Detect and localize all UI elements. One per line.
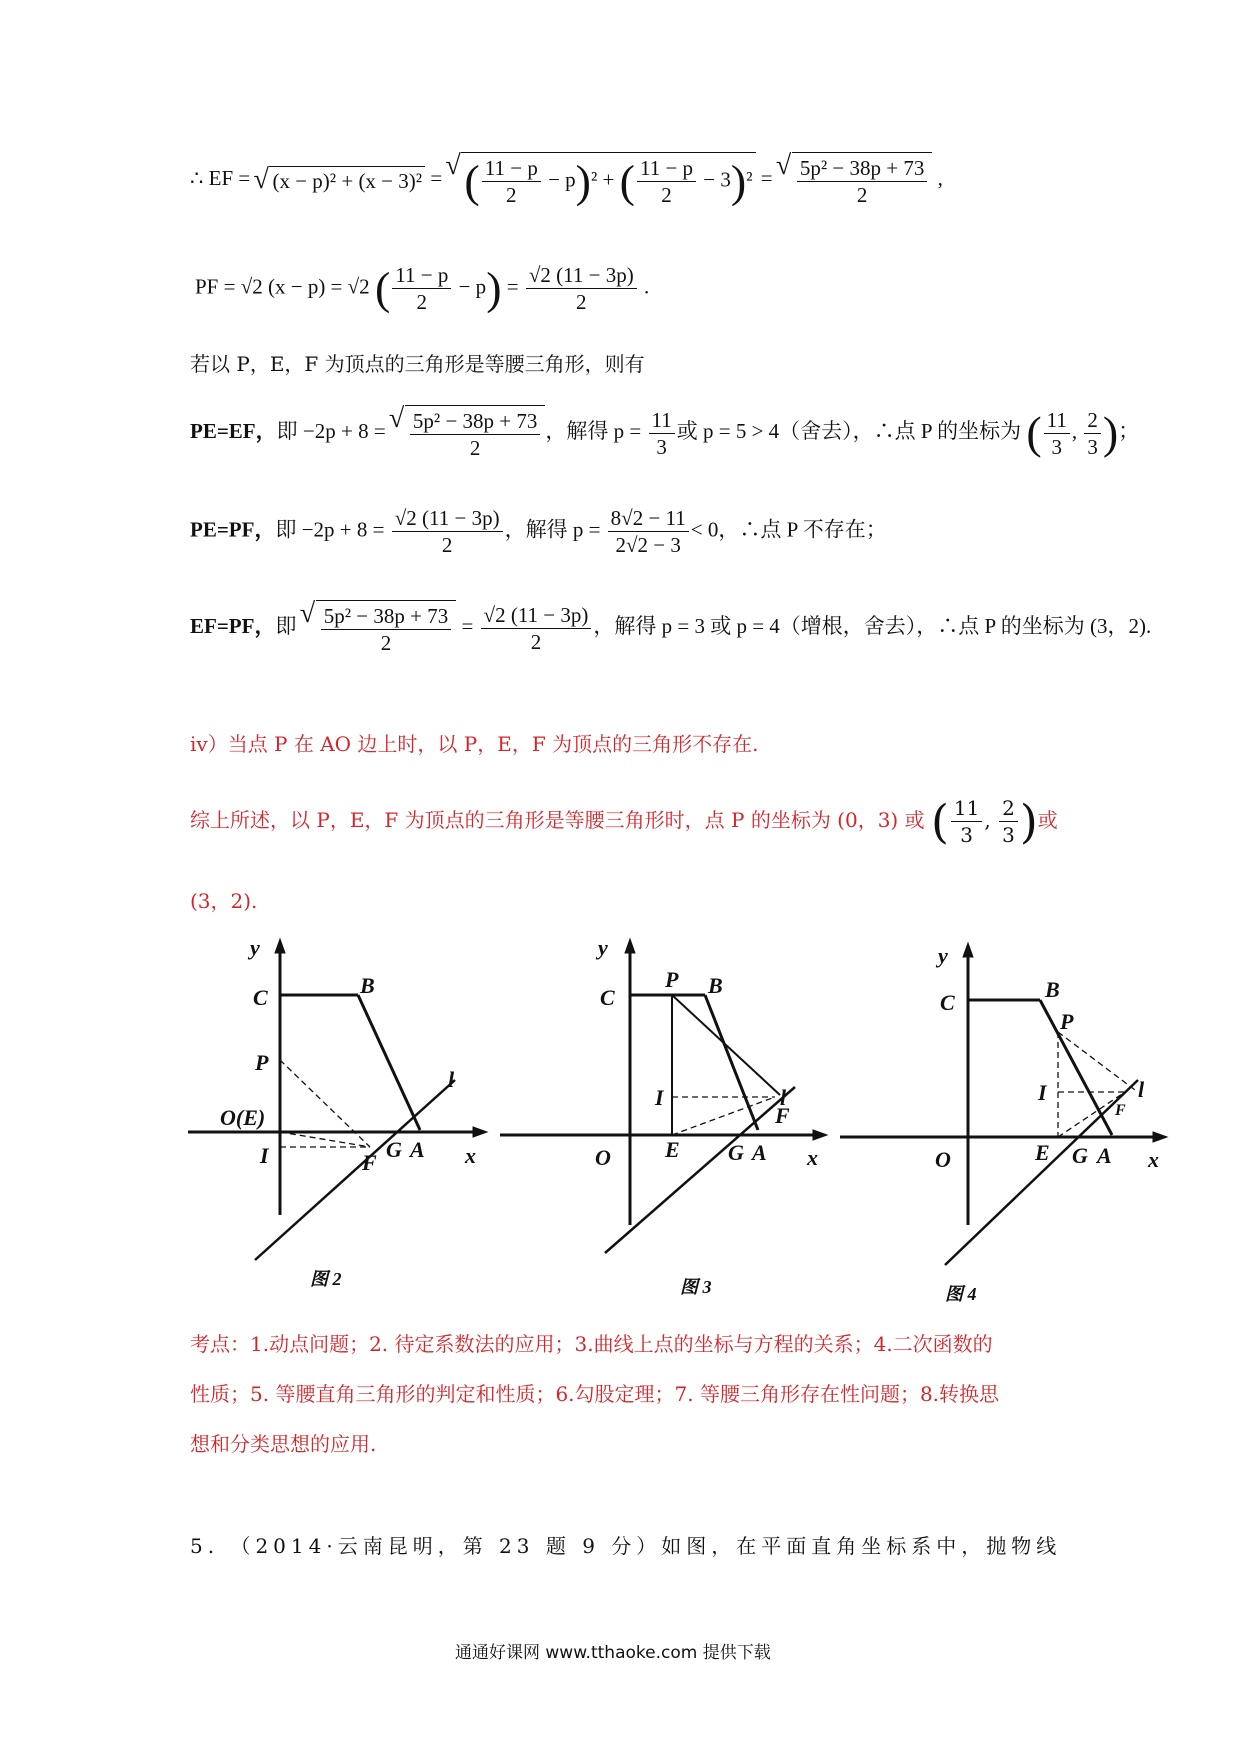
case-pe-ef: PE=EF，即 −2p + 8 = √ $\frac{\text{5p² − 38p + 73}}{2}$ ，解得 p = $\frac{11}{3}$ 或 p = 5 > 4（舍去），∴点 P 的坐标为 ( $\frac{11}{3}$ , $\frac{2}{3}$ )； xyxy=(190,405,1139,461)
fig4-y-label: y xyxy=(938,943,948,968)
kaodian-line-2: 性质；5. 等腰直角三角形的判定和性质；6.勾股定理；7. 等腰三角形存在性问题；8.转换思 xyxy=(190,1382,1000,1406)
figures xyxy=(0,925,1240,1310)
fig2-x-label: x xyxy=(465,1143,476,1168)
ef-equation: ∴ EF = √ (x − p)² + (x − 3)² = √ ( $\frac{11 - p}{2}$ − p)² + ( $\frac{11 - p}{2}$ − 3)² = √ $\frac{\text{5p² − 38p + 73}}{2}$ , xyxy=(190,152,943,208)
figure-2 xyxy=(188,939,487,1260)
fig2-i-label: I xyxy=(260,1143,269,1168)
fig3-p-label: P xyxy=(665,967,679,992)
fig3-l-label: l xyxy=(780,1085,787,1110)
fig3-b-label: B xyxy=(708,973,723,998)
fig3-y-label: y xyxy=(598,935,608,960)
fig2-p-label: P xyxy=(255,1050,269,1075)
case-ef-pf: EF=PF，即 √ $\frac{\text{5p² − 38p + 73}}{2}$ = $\frac{√2 (11 - 3p)}{2}$ ，解得 p = 3 或 p = 4（增根，舍去），∴点 P 的坐标为 (3，2). xyxy=(190,600,1151,656)
fig3-i-label: I xyxy=(655,1085,664,1110)
kaodian-line-3: 想和分类思想的应用. xyxy=(190,1432,377,1456)
fig3-g-label: G xyxy=(728,1140,744,1165)
fig2-oe-label: O(E) xyxy=(220,1105,266,1130)
summary-line-2: (3，2). xyxy=(190,889,258,913)
fig2-caption: 图 2 xyxy=(310,1269,342,1289)
fig3-f-label: F xyxy=(775,1103,790,1128)
fig3-o-label: O xyxy=(595,1145,611,1170)
figure-3-labels xyxy=(595,935,818,1297)
fig2-l-label: l xyxy=(448,1067,455,1092)
isosceles-intro: 若以 P，E，F 为顶点的三角形是等腰三角形，则有 xyxy=(190,352,645,376)
case-iv: iv）当点 P 在 AO 边上时，以 P，E，F 为顶点的三角形不存在. xyxy=(190,732,759,756)
case-pe-pf: PE=PF，即 −2p + 8 = $\frac{√2 (11 - 3p)}{2}$ ，解得 p = $\frac{8√2 - 11}{2√2 - 3}$ < 0，∴点 P 不存在； xyxy=(190,506,887,557)
problem-5: 5. （2014·云南昆明，第 23 题 9 分）如图，在平面直角坐标系中，抛物线 xyxy=(190,1534,1062,1558)
figure-2-labels xyxy=(220,935,476,1289)
fig3-x-label: x xyxy=(807,1145,818,1170)
fig4-e-label: E xyxy=(1035,1140,1050,1165)
pf-equation: PF = √2 (x − p) = √2 ( $\frac{11 - p}{2}$ − p) = $\frac{√2 (11 - 3p)}{2}$ . xyxy=(195,262,650,314)
fig3-a-label: A xyxy=(752,1140,767,1165)
fig4-caption: 图 4 xyxy=(945,1284,977,1304)
fig4-b-label: B xyxy=(1045,977,1060,1002)
kaodian-line-1: 考点：1.动点问题；2. 待定系数法的应用；3.曲线上点的坐标与方程的关系；4.二次函数的 xyxy=(190,1332,993,1356)
fig2-y-label: y xyxy=(250,935,260,960)
fig3-c-label: C xyxy=(600,985,615,1010)
summary-line-1: 综上所述，以 P，E，F 为顶点的三角形是等腰三角形时，点 P 的坐标为 (0，3) 或 ( $\frac{11}{3}$ , $\frac{2}{3}$ )或 xyxy=(190,794,1058,849)
fig4-c-label: C xyxy=(940,990,955,1015)
fig2-c-label: C xyxy=(253,985,268,1010)
fig4-l-label: l xyxy=(1138,1077,1145,1102)
fig3-e-label: E xyxy=(665,1137,680,1162)
fig4-x-label: x xyxy=(1148,1147,1159,1172)
fig2-b-label: B xyxy=(360,973,375,998)
fig2-g-label: G xyxy=(386,1137,402,1162)
fig4-p-label: P xyxy=(1060,1009,1074,1034)
fig4-g-label: G xyxy=(1072,1143,1088,1168)
fig4-a-label: A xyxy=(1097,1143,1112,1168)
fig2-f-label: F xyxy=(362,1150,377,1175)
fig4-i-label: I xyxy=(1038,1080,1047,1105)
fig4-o-label: O xyxy=(935,1147,951,1172)
fig2-a-label: A xyxy=(410,1137,425,1162)
fig4-f-label: F xyxy=(1115,1102,1126,1119)
page-footer: 通通好课网 www.tthaoke.com 提供下载 xyxy=(455,1643,771,1663)
fig3-caption: 图 3 xyxy=(680,1277,712,1297)
